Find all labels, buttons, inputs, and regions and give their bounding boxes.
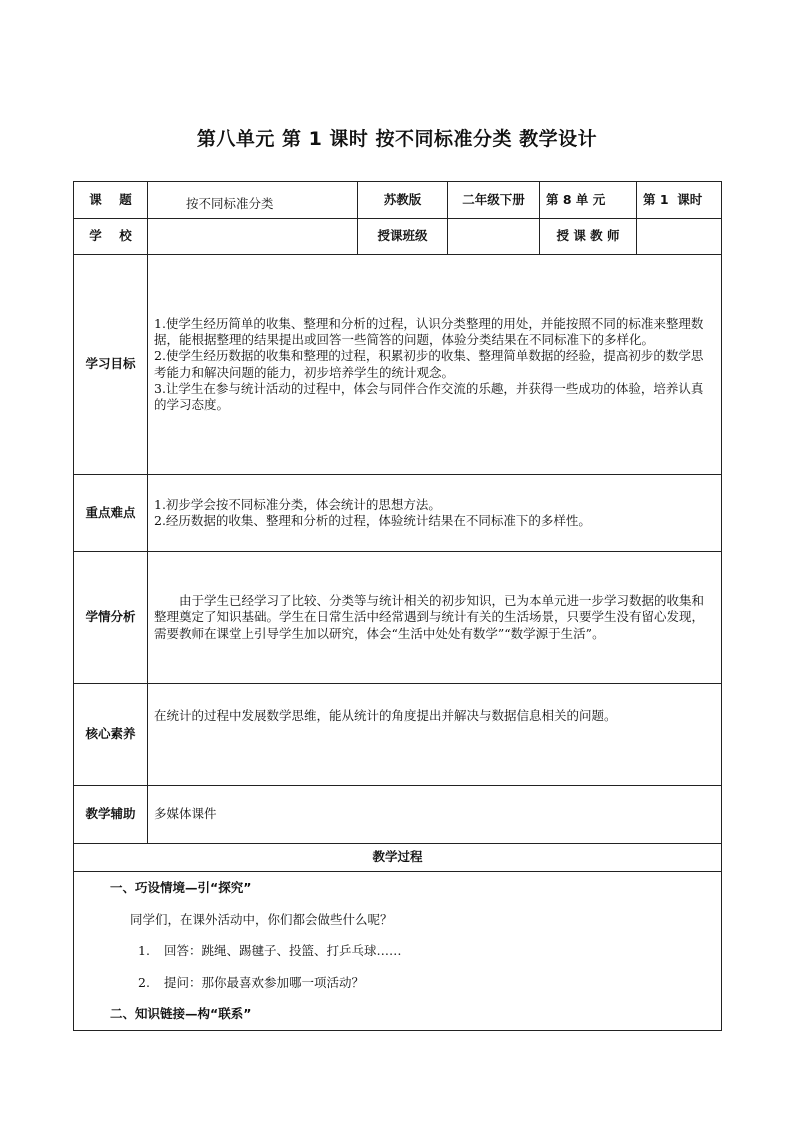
key-points-content [148,475,722,552]
process-item-text: 提问：那你最喜欢参加哪一项活动？ [164,974,365,990]
page-title: 第八单元 第 1 课时 按不同标准分类 教学设计 [196,128,598,150]
publisher: 苏教版 [358,182,448,219]
process-title: 教学过程 [74,844,722,872]
analysis-label: 学情分析 [74,552,148,684]
topic-value [148,182,358,219]
class-value [448,219,540,255]
teacher-value [637,219,722,255]
literacy-content [148,684,722,786]
objectives-content [148,255,722,475]
class-label: 授课班级 [358,219,448,255]
topic-label: 课 题 [74,182,148,219]
objective-item: 1.使学生经历简单的收集、整理和分析的过程，认识分类整理的用处，并能按照不同的标准来整理数据，能根据整理的结果提出或回答一些简答的问题，体验分类结果在不同标准下的多样化。 [154,315,704,347]
process-content [74,872,722,1031]
teacher-label: 授 课 教 师 [540,219,637,255]
objective-item: 3.让学生在参与统计活动的过程中，体会与同伴合作交流的乐趣，并获得一些成功的体验，培养认真的学习态度。 [154,380,704,412]
process-item-number: 2. [138,974,150,990]
lesson-number: 第 1 课时 [637,182,722,219]
process-item [74,967,721,999]
unit: 第 8 单 元 [540,182,637,219]
key-points-label: 重点难点 [74,475,148,552]
grade: 二年级下册 [448,182,540,219]
process-section-1: 一、巧设情境—引“探究” [110,880,252,895]
process-title-row [74,844,722,872]
key-point-item: 1.初步学会按不同标准分类，体会统计的思想方法。 [154,496,441,512]
objectives-row [74,255,722,475]
objective-item: 2.使学生经历数据的收集和整理的过程，积累初步的收集、整理简单数据的经验，提高初步的数学思考能力和解决问题的能力，初步培养学生的统计观念。 [154,348,704,380]
objectives-label: 学习目标 [74,255,148,475]
school-value [148,219,358,255]
aids-content [148,786,722,844]
process-section-2: 二、知识链接—构“联系” [110,1006,252,1021]
school-row [74,219,722,255]
process-item [74,935,721,967]
analysis-content [148,552,722,684]
process-question: 同学们，在课外活动中，你们都会做些什么呢？ [130,911,393,927]
process-item-number: 1. [138,943,150,958]
literacy-text: 在统计的过程中发展数学思维，能从统计的角度提出并解决与数据信息相关的问题。 [154,708,617,723]
key-point-item: 2.经历数据的收集、整理和分析的过程，体验统计结果在不同标准下的多样性。 [154,513,591,528]
aids-row [74,786,722,844]
literacy-label: 核心素养 [74,684,148,786]
process-item-text: 回答：跳绳、踢毽子、投篮、打乒乓球…… [164,943,402,958]
key-points-row [74,475,722,552]
topic-value-text: 按不同标准分类 [186,195,274,211]
analysis-text: 由于学生已经学习了比较、分类等与统计相关的初步知识，已为本单元进一步学习数据的收集和整理奠定了知识基础。学生在日常生活中经常遇到与统计有关的生活场景，只要学生没有留心发现，需要教师在课堂上引导学生加以研究，体会“生活中处处有数学”“数学源于生活”。 [154,593,705,641]
process-row [74,872,722,1031]
literacy-row [74,684,722,786]
topic-row [74,182,722,219]
school-label: 学 校 [74,219,148,255]
aids-label: 教学辅助 [74,786,148,844]
lesson-plan-table [73,181,722,1031]
aids-text: 多媒体课件 [154,806,217,822]
analysis-row [74,552,722,684]
